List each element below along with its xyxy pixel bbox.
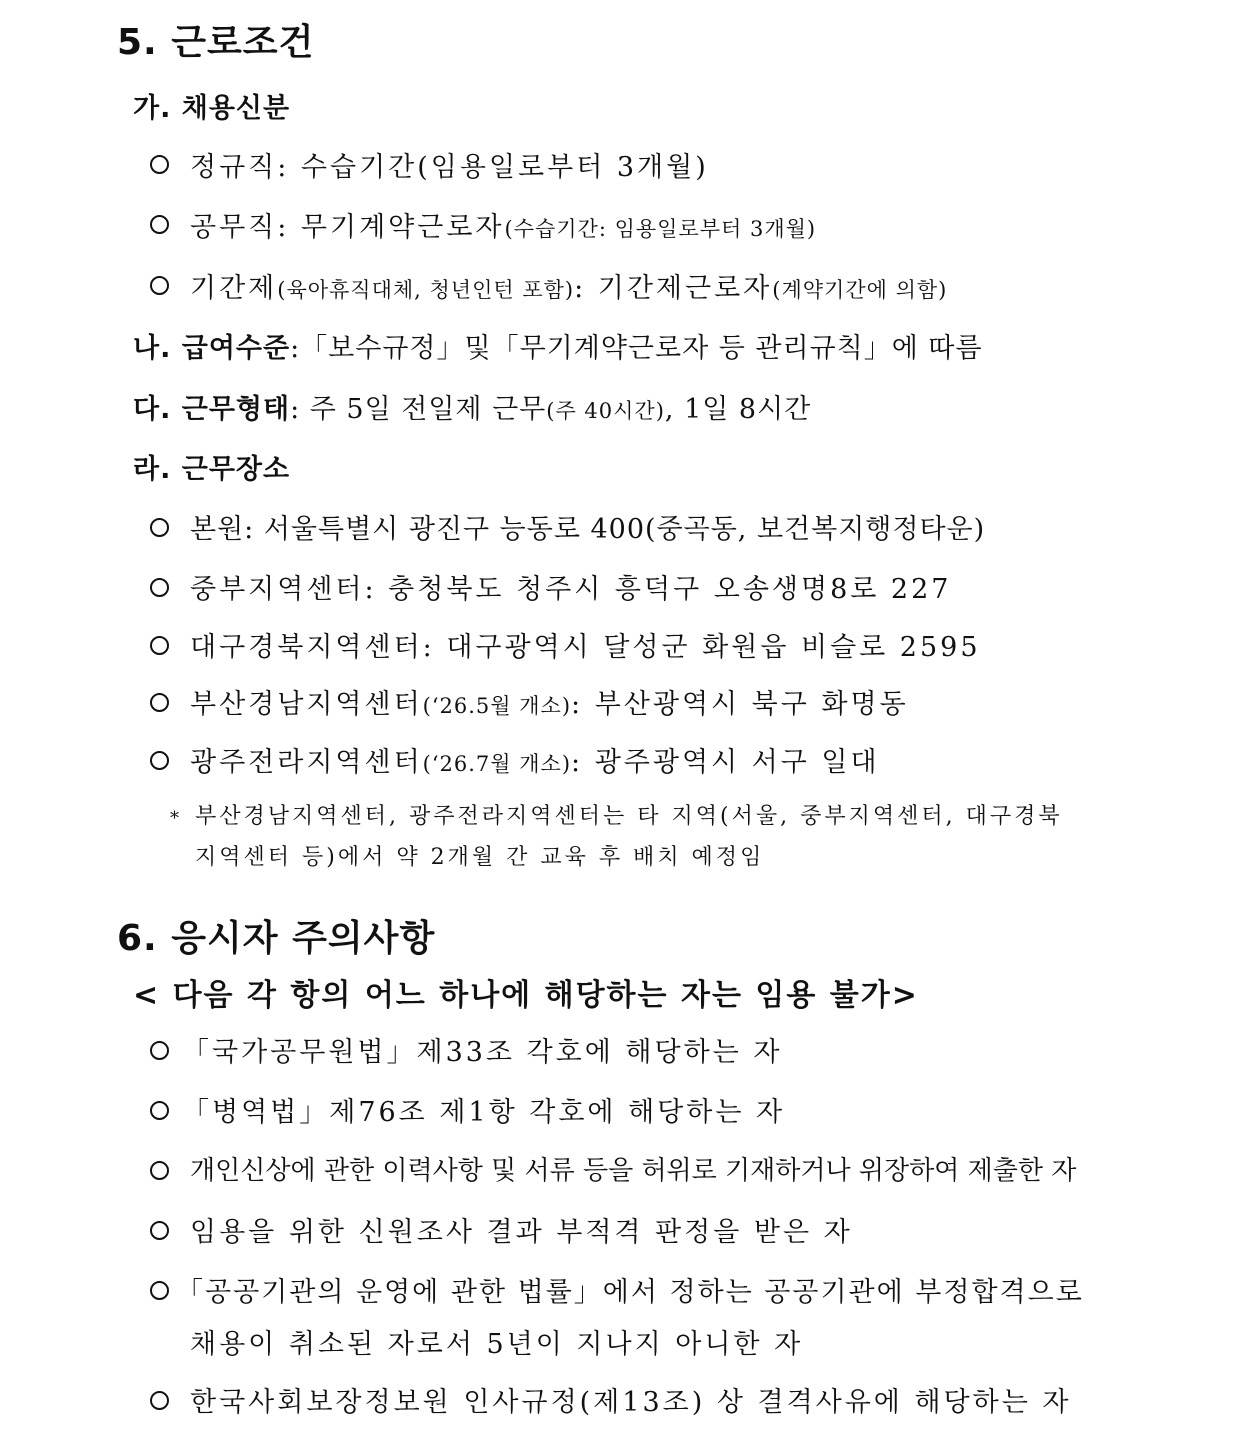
work-type-heading: 다. 근무형태 xyxy=(133,394,291,425)
ineligibility-banner: < 다음 각 항의 어느 하나에 해당하는 자는 임용 불가> xyxy=(133,978,919,1013)
bullet-circle-icon xyxy=(150,1391,169,1410)
bullet-circle-icon xyxy=(150,215,169,234)
regular-text: 정규직: 수습기간(임용일로부터 3개월) xyxy=(190,152,709,183)
busan-address: : 부산광역시 북구 화명동 xyxy=(571,689,909,720)
location-central: 중부지역센터: 충청북도 청주시 흥덕구 오송생명8로 227 xyxy=(190,574,952,605)
fixed-term-type: : 기간제근로자 xyxy=(574,273,773,304)
location-headquarters: 본원: 서울특별시 광진구 능동로 400(중곡동, 보건복지행정타운) xyxy=(190,514,986,545)
section-5a-heading: 가. 채용신분 xyxy=(133,93,291,124)
note-line-2: 지역센터 등)에서 약 2개월 간 교육 후 배치 예정임 xyxy=(195,845,765,870)
bullet-circle-icon xyxy=(150,276,169,295)
bullet-circle-icon xyxy=(150,518,169,537)
disqualification-fraud-hiring-continued: 채용이 취소된 자로서 5년이 지나지 아니한 자 xyxy=(190,1329,804,1360)
disqualification-military-service-act: 「병역법」제76조 제1항 각호에 해당하는 자 xyxy=(182,1097,786,1128)
employment-type-regular xyxy=(190,145,709,184)
bullet-circle-icon xyxy=(150,1281,169,1300)
fixed-term-text: 기간제 xyxy=(190,273,278,304)
note-line-1: 부산경남지역센터, 광주전라지역센터는 타 지역(서울, 중부지역센터, 대구경북 xyxy=(195,804,1063,829)
section-5b-salary xyxy=(133,326,983,365)
gwangju-center-name: 광주전라지역센터 xyxy=(190,747,423,778)
bullet-circle-icon xyxy=(150,1221,169,1240)
employment-type-fixed-term xyxy=(190,266,947,305)
location-daegu: 대구경북지역센터: 대구광역시 달성군 화원읍 비슬로 2595 xyxy=(190,632,981,663)
disqualification-background-check: 임용을 위한 신원조사 결과 부적격 판정을 받은 자 xyxy=(190,1217,853,1248)
bullet-circle-icon xyxy=(150,155,169,174)
fixed-term-period-note: (계약기간에 의함) xyxy=(772,278,948,302)
disqualification-civil-service-act: 「국가공무원법」제33조 각호에 해당하는 자 xyxy=(182,1037,783,1068)
section-6-title: 6. 응시자 주의사항 xyxy=(117,918,436,959)
employment-type-permanent-contract xyxy=(190,205,816,244)
permanent-contract-note: (수습기간: 임용일로부터 3개월) xyxy=(504,217,817,241)
disqualification-fraud-hiring: 「공공기관의 운영에 관한 법률」에서 정하는 공공기관에 부정합격으로 xyxy=(176,1277,1084,1308)
work-type-text: : 주 5일 전일제 근무 xyxy=(290,394,547,425)
salary-text: :「보수규정」및「무기계약근로자 등 관리규칙」에 따름 xyxy=(290,333,983,364)
work-hours-note: (주 40시간) xyxy=(546,399,665,423)
bullet-circle-icon xyxy=(150,578,169,597)
bullet-circle-icon xyxy=(150,693,169,712)
note-marker: * xyxy=(170,808,179,829)
bullet-circle-icon xyxy=(150,1101,169,1120)
busan-open-note: (‘26.5월 개소) xyxy=(422,694,572,718)
gwangju-address: : 광주광역시 서구 일대 xyxy=(571,747,880,778)
section-5c-work-type xyxy=(133,387,811,426)
section-5d-heading: 라. 근무장소 xyxy=(133,454,291,485)
salary-heading: 나. 급여수준 xyxy=(133,333,291,364)
bullet-circle-icon xyxy=(150,751,169,770)
bullet-circle-icon xyxy=(150,1041,169,1060)
location-gwangju xyxy=(190,740,880,779)
work-day-hours: , 1일 8시간 xyxy=(664,394,812,425)
permanent-contract-text: 공무직: 무기계약근로자 xyxy=(190,212,505,243)
bullet-circle-icon xyxy=(150,1161,169,1180)
busan-center-name: 부산경남지역센터 xyxy=(190,689,423,720)
disqualification-hr-regulation: 한국사회보장정보원 인사규정(제13조) 상 결격사유에 해당하는 자 xyxy=(190,1387,1072,1418)
gwangju-open-note: (‘26.7월 개소) xyxy=(422,752,572,776)
fixed-term-note: (육아휴직대체, 청년인턴 포함) xyxy=(277,278,575,302)
disqualification-false-records: 개인신상에 관한 이력사항 및 서류 등을 허위로 기재하거나 위장하여 제출한 자 xyxy=(190,1156,1077,1186)
section-5-title: 5. 근로조건 xyxy=(117,22,315,63)
bullet-circle-icon xyxy=(150,636,169,655)
location-busan xyxy=(190,682,909,721)
